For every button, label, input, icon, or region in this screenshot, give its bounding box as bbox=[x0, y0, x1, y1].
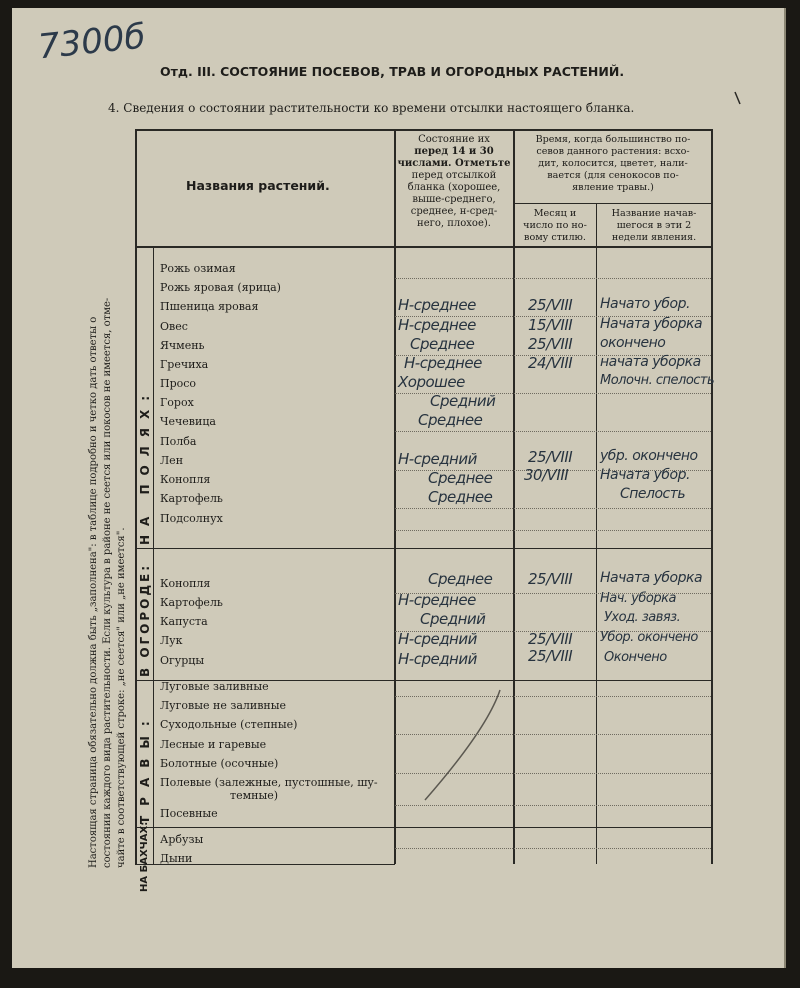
header-state-line: выше-среднего, bbox=[412, 194, 496, 205]
plant-name: Огурцы bbox=[160, 654, 205, 667]
group-label-gardens: В ОГОРОДЕ: bbox=[138, 562, 152, 677]
instruction-line-3: чайте в соответствующей строке: „не сеется" или „не имеется". bbox=[116, 527, 127, 868]
plant-name: Горох bbox=[160, 396, 194, 409]
date-value: 30/VIII bbox=[524, 466, 569, 484]
plant-name: Рожь озимая bbox=[160, 262, 236, 275]
header-time-line: Время, когда большинство по- bbox=[535, 134, 691, 145]
phase-value: Молочн. спелость bbox=[600, 373, 715, 388]
plant-name: Арбузы bbox=[160, 833, 204, 846]
phase-value: Уход. завяз. bbox=[604, 610, 681, 625]
header-month-line: число по но- bbox=[523, 220, 587, 231]
plant-name: Картофель bbox=[160, 492, 223, 505]
state-value: Н-средний bbox=[398, 450, 477, 468]
date-value: 25/VIII bbox=[528, 647, 573, 665]
phase-value: Спелость bbox=[620, 486, 686, 502]
date-value: 25/VIII bbox=[528, 448, 573, 466]
state-value: Среднее bbox=[418, 411, 483, 429]
plant-name: Конопля bbox=[160, 577, 211, 590]
phase-value: Начата убор. bbox=[600, 467, 690, 483]
date-value: 15/VIII bbox=[528, 316, 573, 334]
plant-name: Лук bbox=[160, 634, 183, 647]
group-label-grasses: ТРАВЫ: bbox=[138, 711, 152, 824]
header-phase bbox=[597, 208, 711, 244]
plant-name: Полевые (залежные, пустошные, шу- bbox=[160, 776, 378, 789]
header-month bbox=[514, 208, 596, 244]
phase-value: Окончено bbox=[604, 650, 667, 665]
row-rule bbox=[395, 530, 711, 531]
row-rule bbox=[395, 848, 711, 849]
date-value: 25/VIII bbox=[528, 630, 573, 648]
row-rule bbox=[395, 773, 711, 774]
instruction-line-1: Настоящая страница обязательно должна быть „заполнена": в таблице подробно и четко дать ответы о bbox=[88, 316, 99, 868]
plant-name: Картофель bbox=[160, 596, 223, 609]
phase-value: начата уборка bbox=[600, 354, 701, 370]
state-value: Среднее bbox=[428, 570, 493, 588]
state-value: Хорошее bbox=[398, 373, 465, 391]
phase-value: Начата уборка bbox=[600, 316, 703, 332]
state-value: Н-средний bbox=[398, 650, 477, 668]
header-phase-line: недели явления. bbox=[611, 232, 697, 243]
subtitle: 4. Сведения о состоянии растительности ко времени отсылки настоящего бланка. bbox=[108, 101, 635, 115]
instruction-line-2: состоянии каждого вида растительности. Если культура в районе не сеется или покосов не имеется, отме- bbox=[102, 297, 113, 868]
header-time bbox=[515, 134, 711, 194]
state-value: Среднее bbox=[410, 335, 475, 353]
phase-value: Нач. уборка bbox=[600, 591, 676, 606]
table-right-border bbox=[711, 129, 713, 864]
date-value: 25/VIII bbox=[528, 296, 573, 314]
header-state-line: бланка (хорошее, bbox=[407, 182, 501, 193]
plant-name: Гречиха bbox=[160, 358, 209, 371]
header-bottom-border bbox=[135, 246, 712, 248]
state-value: Среднее bbox=[428, 488, 493, 506]
header-month-line: Месяц и bbox=[533, 208, 577, 219]
plant-name-continued: темные) bbox=[230, 789, 279, 802]
col-sep-state bbox=[394, 129, 396, 864]
plant-name: Конопля bbox=[160, 473, 211, 486]
plant-name: Капуста bbox=[160, 615, 208, 628]
group-label-melons: НА БАХЧАХ: bbox=[139, 821, 150, 892]
phase-value: окончено bbox=[600, 335, 666, 351]
row-rule bbox=[395, 734, 711, 735]
plant-name: Просо bbox=[160, 377, 197, 390]
header-plants: Названия растений. bbox=[186, 178, 330, 193]
row-rule bbox=[395, 508, 711, 509]
phase-value: Убор. окончено bbox=[600, 630, 698, 645]
table-left-border bbox=[135, 129, 137, 864]
state-value: Средний bbox=[430, 392, 496, 410]
plant-name: Овес bbox=[160, 320, 188, 333]
state-value: Н-среднее bbox=[398, 591, 476, 609]
header-state-line: перед отсылкой bbox=[411, 170, 497, 181]
plant-name: Лесные и гаревые bbox=[160, 738, 267, 751]
section-title: Отд. III. СОСТОЯНИЕ ПОСЕВОВ, ТРАВ И ОГОРОДНЫХ РАСТЕНИЙ. bbox=[160, 64, 625, 79]
group-sep-melons bbox=[135, 827, 712, 828]
plant-name: Дыни bbox=[160, 852, 193, 865]
plant-name: Болотные (осочные) bbox=[160, 757, 279, 770]
plant-name: Рожь яровая (ярица) bbox=[160, 281, 281, 294]
plant-name: Суходольные (степные) bbox=[160, 718, 298, 731]
date-value: 24/VIII bbox=[528, 354, 573, 372]
header-time-line: вается (для сенокосов по- bbox=[547, 170, 679, 181]
time-subheader-border bbox=[513, 203, 712, 204]
header-state bbox=[396, 134, 512, 230]
plant-name: Полба bbox=[160, 435, 197, 448]
header-time-line: явление травы.) bbox=[572, 182, 654, 193]
header-time-line: дит, колосится, цветет, нали- bbox=[538, 158, 688, 169]
state-value: Н-среднее bbox=[404, 354, 482, 372]
state-value: Н-среднее bbox=[398, 316, 476, 334]
row-rule bbox=[395, 431, 711, 432]
plant-name: Лен bbox=[160, 454, 184, 467]
plant-name: Пшеница яровая bbox=[160, 300, 259, 313]
plant-name: Подсолнух bbox=[160, 512, 223, 525]
header-phase-line: Название начав- bbox=[611, 208, 697, 219]
table-top-border bbox=[135, 129, 712, 131]
header-phase-line: шегося в эти 2 bbox=[616, 220, 692, 231]
col-sep-phase bbox=[596, 203, 597, 864]
header-state-line: Состояние их bbox=[418, 134, 490, 145]
header-state-line: него, плохое). bbox=[417, 218, 491, 229]
state-value: Среднее bbox=[428, 469, 493, 487]
state-value: Н-среднее bbox=[398, 296, 476, 314]
date-value: 25/VIII bbox=[528, 570, 573, 588]
row-rule bbox=[395, 278, 711, 279]
header-state-line: числами. Отметьте bbox=[397, 158, 511, 169]
archive-number: 7300б bbox=[36, 16, 148, 68]
header-month-line: вому стилю. bbox=[524, 232, 586, 243]
plant-name: Чечевица bbox=[160, 415, 216, 428]
state-value: Средний bbox=[420, 610, 486, 628]
state-value: Н-средний bbox=[398, 630, 477, 648]
phase-value: Начато убор. bbox=[600, 296, 690, 312]
plant-name: Луговые заливные bbox=[160, 680, 269, 693]
plant-name: Ячмень bbox=[160, 339, 205, 352]
date-value: 25/VIII bbox=[528, 335, 573, 353]
row-rule bbox=[395, 805, 711, 806]
phase-value: Начата уборка bbox=[600, 570, 703, 586]
header-state-line: перед 14 и 30 bbox=[414, 146, 494, 157]
row-rule bbox=[395, 696, 711, 697]
header-state-line: среднее, н-сред- bbox=[410, 206, 498, 217]
phase-value: убр. окончено bbox=[600, 448, 698, 464]
groups-sep bbox=[153, 246, 154, 864]
plant-name: Посевные bbox=[160, 807, 218, 820]
plant-name: Луговые не заливные bbox=[160, 699, 286, 712]
group-label-fields: НА ПОЛЯХ: bbox=[138, 386, 152, 545]
group-sep-gardens bbox=[135, 548, 712, 549]
header-time-line: севов данного растения: всхо- bbox=[536, 146, 690, 157]
